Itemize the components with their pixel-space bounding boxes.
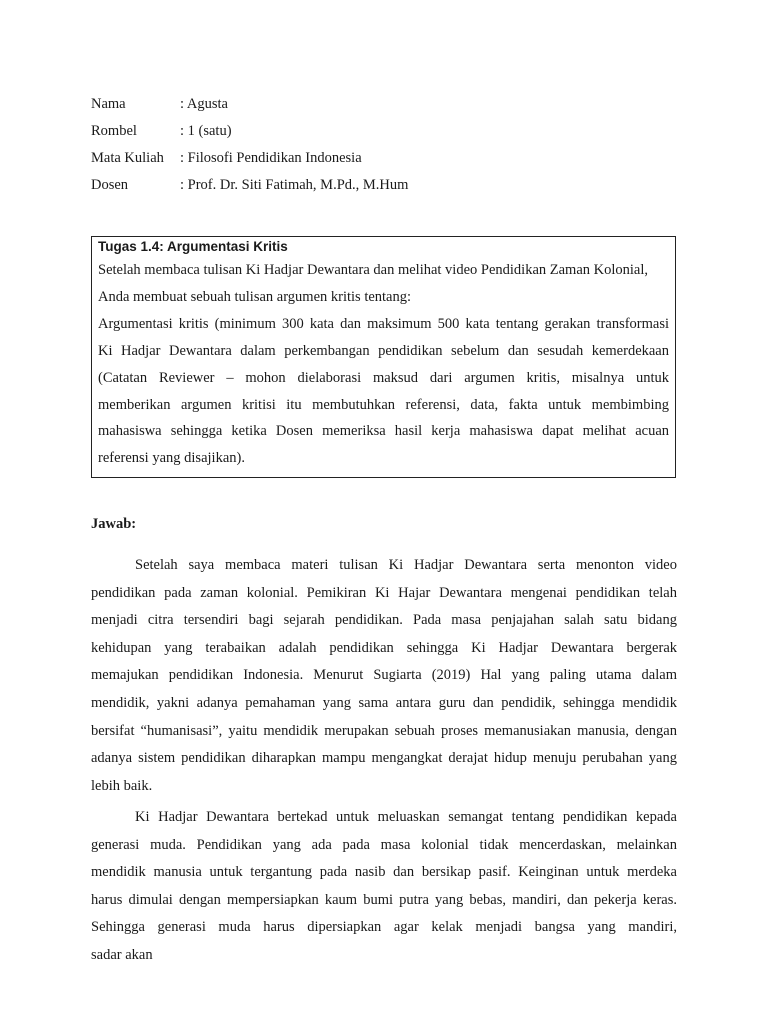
answer-heading: Jawab:: [91, 516, 137, 532]
info-value: : Filosofi Pendidikan Indonesia: [180, 150, 362, 166]
task-line: memberikan argumen kritisi itu membutuhkan referensi, data, fakta untuk membimbing: [98, 396, 669, 413]
task-line: Setelah membaca tulisan Ki Hadjar Dewantara dan melihat video Pendidikan Zaman Kolonial,: [98, 262, 649, 278]
task-title: Tugas 1.4: Argumentasi Kritis: [98, 239, 288, 254]
info-label: Dosen: [91, 177, 129, 193]
paragraph-line: adanya sistem pendidikan diharapkan mampu mengangkat derajat hidup menuju perubahan yang: [91, 750, 677, 767]
task-line: mahasiswa sehingga ketika Dosen memeriksa hasil kerja mahasiswa dapat melihat acuan: [98, 423, 669, 440]
answer-paragraph-1: [91, 552, 677, 800]
student-info-table: [91, 91, 408, 199]
paragraph-line: Setelah saya membaca materi tulisan Ki Hadjar Dewantara serta menonton video: [135, 557, 677, 573]
info-value: : Prof. Dr. Siti Fatimah, M.Pd., M.Hum: [180, 177, 409, 193]
task-line: Ki Hadjar Dewantara dalam perkembangan pendidikan sebelum dan sesudah kemerdekaan: [98, 342, 669, 359]
paragraph-line: lebih baik.: [91, 777, 153, 794]
paragraph-line: sadar akan: [91, 946, 153, 963]
info-value: : Agusta: [180, 96, 228, 112]
info-label: Rombel: [91, 123, 137, 139]
paragraph-line: memajukan pendidikan Indonesia. Menurut Sugiarta (2019) Hal yang paling utama dalam: [91, 667, 677, 684]
paragraph-line: generasi muda. Pendidikan yang ada pada masa kolonial tidak mencerdaskan, melainkan: [91, 836, 677, 853]
paragraph-line: harus dimulai dengan mempersiapkan kaum bumi putra yang bebas, mandiri, dan pekerja keras.: [91, 891, 677, 908]
paragraph-line: bersifat “humanisasi”, yaitu mendidik merupakan sebuah proses memanusiakan manusia, dengan: [91, 722, 677, 739]
info-label: Mata Kuliah: [91, 150, 164, 166]
info-label: Nama: [91, 96, 126, 112]
info-row-nama: [91, 91, 408, 118]
answer-paragraph-2: [91, 804, 677, 970]
info-row-dosen: [91, 172, 408, 199]
paragraph-line: mendidik manusia untuk tergantung pada nasib dan bersikap pasif. Keinginan untuk merdeka: [91, 864, 677, 881]
info-value: : 1 (satu): [180, 123, 232, 139]
paragraph-line: kehidupan yang terabaikan adalah pendidikan sehingga Ki Hadjar Dewantara bergerak: [91, 639, 677, 656]
task-line: Argumentasi kritis (minimum 300 kata dan maksimum 500 kata tentang gerakan transformasi: [98, 315, 669, 332]
paragraph-line: mendidik, yakni adanya pemahaman yang sama antara guru dan pendidik, sehingga mendidik: [91, 694, 677, 711]
info-row-mata-kuliah: [91, 145, 408, 172]
paragraph-line: Sehingga generasi muda harus dipersiapkan agar kelak menjadi bangsa yang mandiri,: [91, 919, 677, 936]
paragraph-line: Ki Hadjar Dewantara bertekad untuk meluaskan semangat tentang pendidikan kepada: [135, 809, 677, 825]
task-line: Anda membuat sebuah tulisan argumen kritis tentang:: [98, 288, 412, 305]
task-box: [91, 236, 676, 478]
task-line: referensi yang disajikan).: [98, 450, 245, 467]
task-line: (Catatan Reviewer – mohon dielaborasi maksud dari argumen kritis, misalnya untuk: [98, 369, 669, 386]
task-body: [98, 257, 669, 472]
paragraph-line: menjadi citra tersendiri bagi sejarah pendidikan. Pada masa penjajahan salah satu bidang: [91, 612, 677, 629]
paragraph-line: pendidikan pada zaman kolonial. Pemikiran Ki Hajar Dewantara mengenai pendidikan telah: [91, 584, 677, 601]
info-row-rombel: [91, 118, 408, 145]
